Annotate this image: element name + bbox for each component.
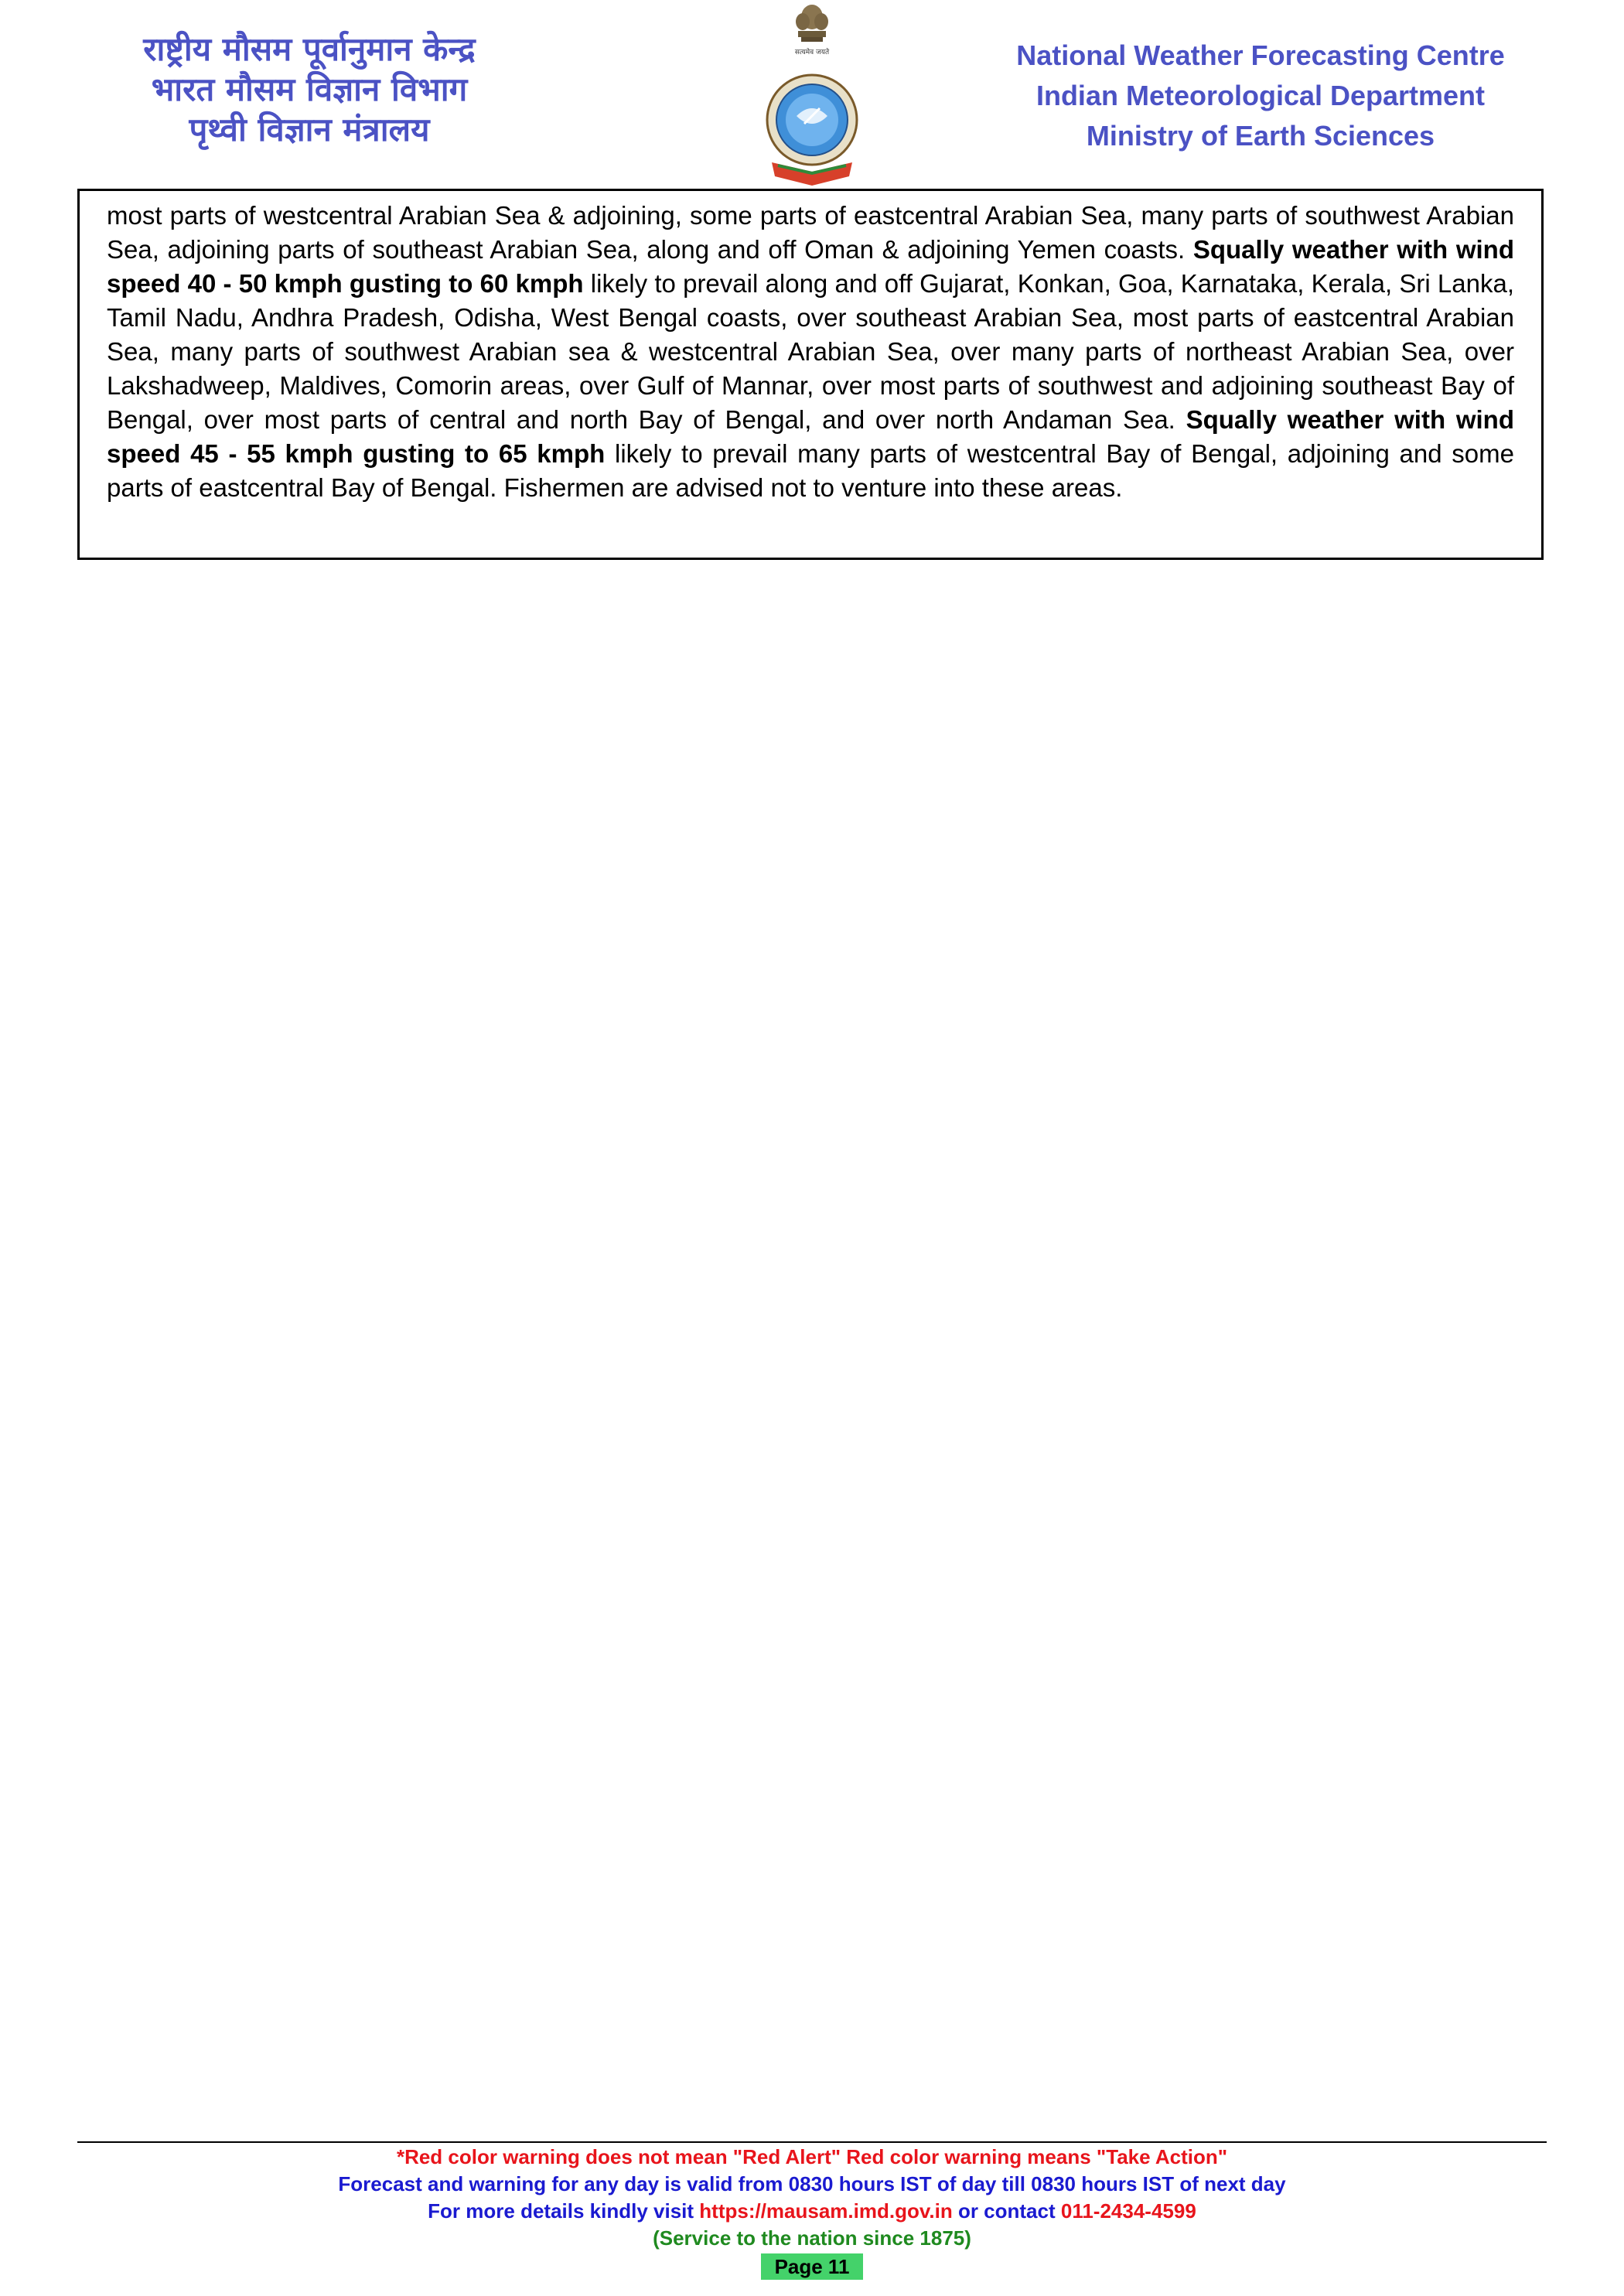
hindi-title-block <box>93 29 526 150</box>
hindi-title-line-3: पृथ्वी विज्ञान मंत्रालय <box>189 111 430 148</box>
page-header <box>0 0 1624 186</box>
english-title-line-2: Indian Meteorological Department <box>1035 80 1486 111</box>
validity-note: Forecast and warning for any day is valid from 0830 hours IST of day till 0830 hours IST of next day <box>338 2172 1286 2195</box>
warning-content-box <box>77 189 1544 560</box>
footer-divider <box>77 2141 1547 2143</box>
paragraph-segment-2: likely to prevail along and off Gujarat, Konkan, Goa, Karnataka, Kerala, Sri Lanka, Tamil Nadu, Andhra Pradesh, Odisha, West Bengal coasts, over southeast Arabian Sea, most parts of eastcentral Arabian Sea, many parts of southwest Arabian sea & westcentral Arabian Sea, over many parts of northeast Arabian Sea, over Lakshadweep, Maldives, Comorin areas, over Gulf of Mannar, over most parts of southwest and adjoining southeast Bay of Bengal, over most parts of central and north Bay of Bengal, and over north Andaman Sea. <box>107 269 1514 434</box>
contact-line <box>0 2198 1624 2225</box>
contact-prefix: For more details kindly visit <box>428 2199 700 2223</box>
contact-mid: or contact <box>952 2199 1061 2223</box>
imd-emblem-icon <box>750 0 874 186</box>
paragraph-segment-1: most parts of westcentral Arabian Sea & adjoining, some parts of eastcentral Arabian Sea, many parts of southwest Arabian Sea, adjoining parts of southeast Arabian Sea, along and off Oman & adjoining Yemen coasts. <box>107 201 1514 264</box>
warning-paragraph <box>107 199 1514 505</box>
english-title-block <box>982 36 1539 156</box>
svg-text:सत्यमेव जयते: सत्यमेव जयते <box>794 49 830 56</box>
red-warning-note: *Red color warning does not mean "Red Alert" Red color warning means "Take Action" <box>396 2145 1228 2168</box>
english-title-line-3: Ministry of Earth Sciences <box>1086 120 1435 152</box>
phone-number: 011-2434-4599 <box>1060 2199 1196 2223</box>
page-number-badge: Page 11 <box>761 2253 864 2280</box>
paragraph-segment-3: likely to prevail many parts of westcentral Bay of Bengal, adjoining and some parts of eastcentral Bay of Bengal. Fishermen are advised not to venture into these areas. <box>107 439 1515 502</box>
hindi-title-line-1: राष्ट्रीय मौसम पूर्वानुमान केन्द्र <box>143 30 476 68</box>
english-title-line-1: National Weather Forecasting Centre <box>1016 39 1505 71</box>
service-note: (Service to the nation since 1875) <box>653 2226 971 2250</box>
squally-warning-1: Squally weather with wind speed 40 - 50 kmph gusting to 60 kmph <box>107 235 1515 298</box>
website-link[interactable]: https://mausam.imd.gov.in <box>699 2199 953 2223</box>
page-footer <box>0 2144 1624 2281</box>
squally-warning-2: Squally weather with wind speed 45 - 55 kmph gusting to 65 kmph <box>107 405 1514 468</box>
hindi-title-line-2: भारत मौसम विज्ञान विभाग <box>151 70 468 108</box>
